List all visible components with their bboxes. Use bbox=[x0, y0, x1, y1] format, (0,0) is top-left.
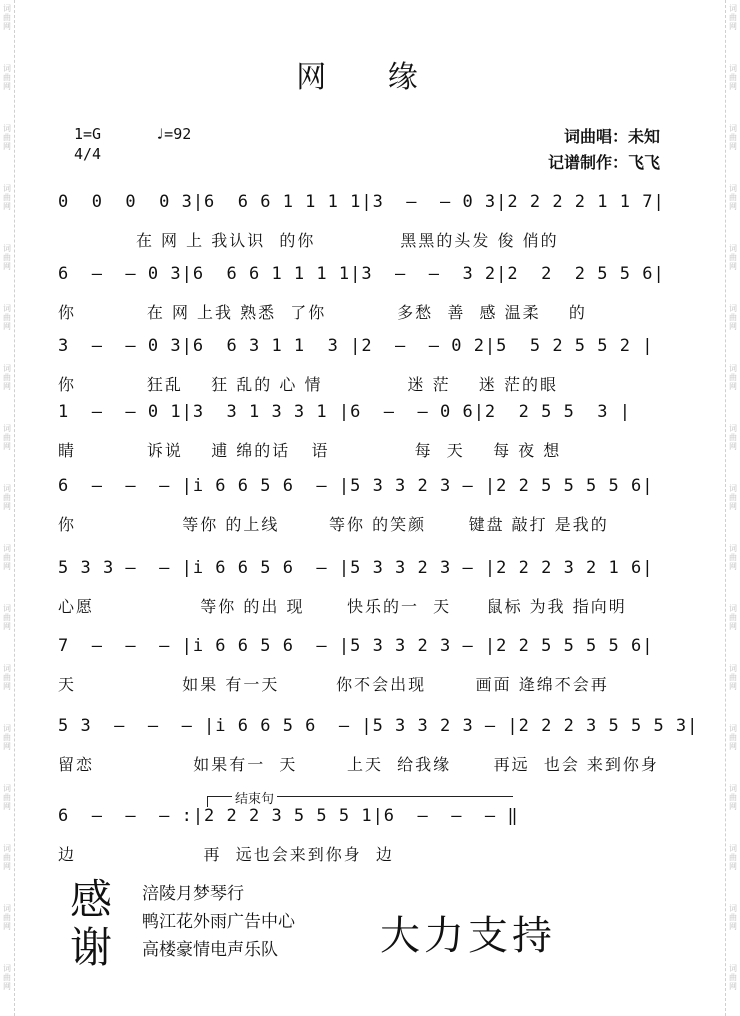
watermark-mark: 词曲网 bbox=[729, 664, 737, 691]
score-line-9 bbox=[58, 806, 688, 886]
lyrics: 边 再 远也会来到你身 边 bbox=[58, 845, 394, 864]
watermark-mark: 词曲网 bbox=[729, 244, 737, 271]
watermark-mark: 词曲网 bbox=[3, 364, 11, 391]
watermark-mark: 词曲网 bbox=[729, 544, 737, 571]
watermark-mark: 词曲网 bbox=[3, 64, 11, 91]
watermark-mark: 词曲网 bbox=[729, 964, 737, 991]
score-line-4 bbox=[58, 402, 688, 482]
watermark-mark: 词曲网 bbox=[3, 484, 11, 511]
watermark-mark: 词曲网 bbox=[729, 604, 737, 631]
score-line-6 bbox=[58, 558, 688, 638]
watermark-mark: 词曲网 bbox=[729, 484, 737, 511]
time-signature: 4/4 bbox=[74, 145, 102, 163]
thanks-item: 涪陵月梦琴行 bbox=[142, 884, 244, 904]
watermark-mark: 词曲网 bbox=[3, 184, 11, 211]
lyrics: 在 网 上 我认识 的你 黑黑的头发 俊 俏的 bbox=[58, 231, 559, 250]
thanks-item: 高楼豪情电声乐队 bbox=[142, 940, 278, 960]
ending-label: 结束句 bbox=[232, 788, 277, 807]
watermark-mark: 词曲网 bbox=[3, 244, 11, 271]
notation: 7 – – – |i 6 6 5 6 – |5 3 3 2 3 – |2 2 5 5 5 5 6| bbox=[58, 636, 654, 656]
score-line-8 bbox=[58, 716, 699, 796]
watermark-mark: 词曲网 bbox=[3, 664, 11, 691]
score-line-1 bbox=[58, 192, 688, 272]
watermark-mark: 词曲网 bbox=[729, 904, 737, 931]
song-title: 网 缘 bbox=[296, 60, 444, 95]
notation: 5 3 3 – – |i 6 6 5 6 – |5 3 3 2 3 – |2 2 2 3 2 1 6| bbox=[58, 558, 654, 578]
notation: 5 3 – – – |i 6 6 5 6 – |5 3 3 2 3 – |2 2 2 3 5 5 5 3| bbox=[58, 716, 699, 736]
support-text: 大力支持 bbox=[380, 913, 556, 959]
thanks-item: 鸭江花外雨广告中心 bbox=[142, 912, 295, 932]
lyrics: 你 等你 的上线 等你 的笑颜 键盘 敲打 是我的 bbox=[58, 515, 609, 534]
transcriber: 记谱制作：飞飞 bbox=[547, 153, 660, 172]
key-signature: 1=G bbox=[74, 125, 102, 143]
lyrics: 睛 诉说 逋 绵的话 语 每 天 每 夜 想 bbox=[58, 441, 562, 460]
watermark-mark: 词曲网 bbox=[3, 844, 11, 871]
watermark-mark: 词曲网 bbox=[729, 64, 737, 91]
watermark-mark: 词曲网 bbox=[3, 724, 11, 751]
notation: 1 – – 0 1|3 3 1 3 3 1 |6 – – 0 6|2 2 5 5 3 | bbox=[58, 402, 631, 422]
lyrics: 心愿 等你 的出 现 快乐的一 天 鼠标 为我 指向明 bbox=[58, 597, 627, 616]
notation: 6 – – – |i 6 6 5 6 – |5 3 3 2 3 – |2 2 5 5 5 5 6| bbox=[58, 476, 654, 496]
watermark-mark: 词曲网 bbox=[729, 304, 737, 331]
watermark-mark: 词曲网 bbox=[3, 424, 11, 451]
score-line-7 bbox=[58, 636, 688, 716]
thanks-heading: 感谢 bbox=[70, 875, 113, 972]
watermark-mark: 词曲网 bbox=[3, 544, 11, 571]
watermark-mark: 词曲网 bbox=[729, 844, 737, 871]
watermark-mark: 词曲网 bbox=[729, 424, 737, 451]
lyrics: 留恋 如果有一 天 上天 给我缘 再远 也会 来到你身 bbox=[58, 755, 659, 774]
song-meta bbox=[74, 124, 191, 164]
tempo-marking: ♩=92 bbox=[155, 125, 192, 143]
score-line-2 bbox=[58, 264, 688, 344]
watermark-mark: 词曲网 bbox=[3, 124, 11, 151]
score-line-5 bbox=[58, 476, 688, 556]
lyricist-composer-singer: 词曲唱：未知 bbox=[563, 127, 660, 146]
watermark-mark: 词曲网 bbox=[729, 124, 737, 151]
watermark-mark: 词曲网 bbox=[3, 304, 11, 331]
watermark-mark: 词曲网 bbox=[3, 964, 11, 991]
watermark-mark: 词曲网 bbox=[729, 4, 737, 31]
thanks-list bbox=[142, 880, 295, 964]
credits bbox=[548, 124, 660, 176]
watermark-mark: 词曲网 bbox=[3, 4, 11, 31]
watermark-mark: 词曲网 bbox=[729, 724, 737, 751]
watermark-mark: 词曲网 bbox=[729, 784, 737, 811]
lyrics: 天 如果 有一天 你不会出现 画面 逄绵不会再 bbox=[58, 675, 609, 694]
notation: 6 – – 0 3|6 6 6 1 1 1 1|3 – – 3 2|2 2 2 5 5 6| bbox=[58, 264, 665, 284]
watermark-mark: 词曲网 bbox=[729, 364, 737, 391]
notation: 0 0 0 0 3|6 6 6 1 1 1 1|3 – – 0 3|2 2 2 2 1 1 7| bbox=[58, 192, 665, 212]
watermark-mark: 词曲网 bbox=[3, 904, 11, 931]
notation: 6 – – – :|2 2 2 3 5 5 5 1|6 – – – ‖ bbox=[58, 806, 519, 826]
watermark-mark: 词曲网 bbox=[3, 784, 11, 811]
lyrics: 你 狂乱 狂 乱的 心 情 迷 茫 迷 茫的眼 bbox=[58, 375, 559, 394]
watermark-mark: 词曲网 bbox=[729, 184, 737, 211]
notation: 3 – – 0 3|6 6 3 1 1 3 |2 – – 0 2|5 5 2 5 5 2 | bbox=[58, 336, 654, 356]
lyrics: 你 在 网 上我 熟悉 了你 多愁 善 感 温柔 的 bbox=[58, 303, 587, 322]
watermark-mark: 词曲网 bbox=[3, 604, 11, 631]
